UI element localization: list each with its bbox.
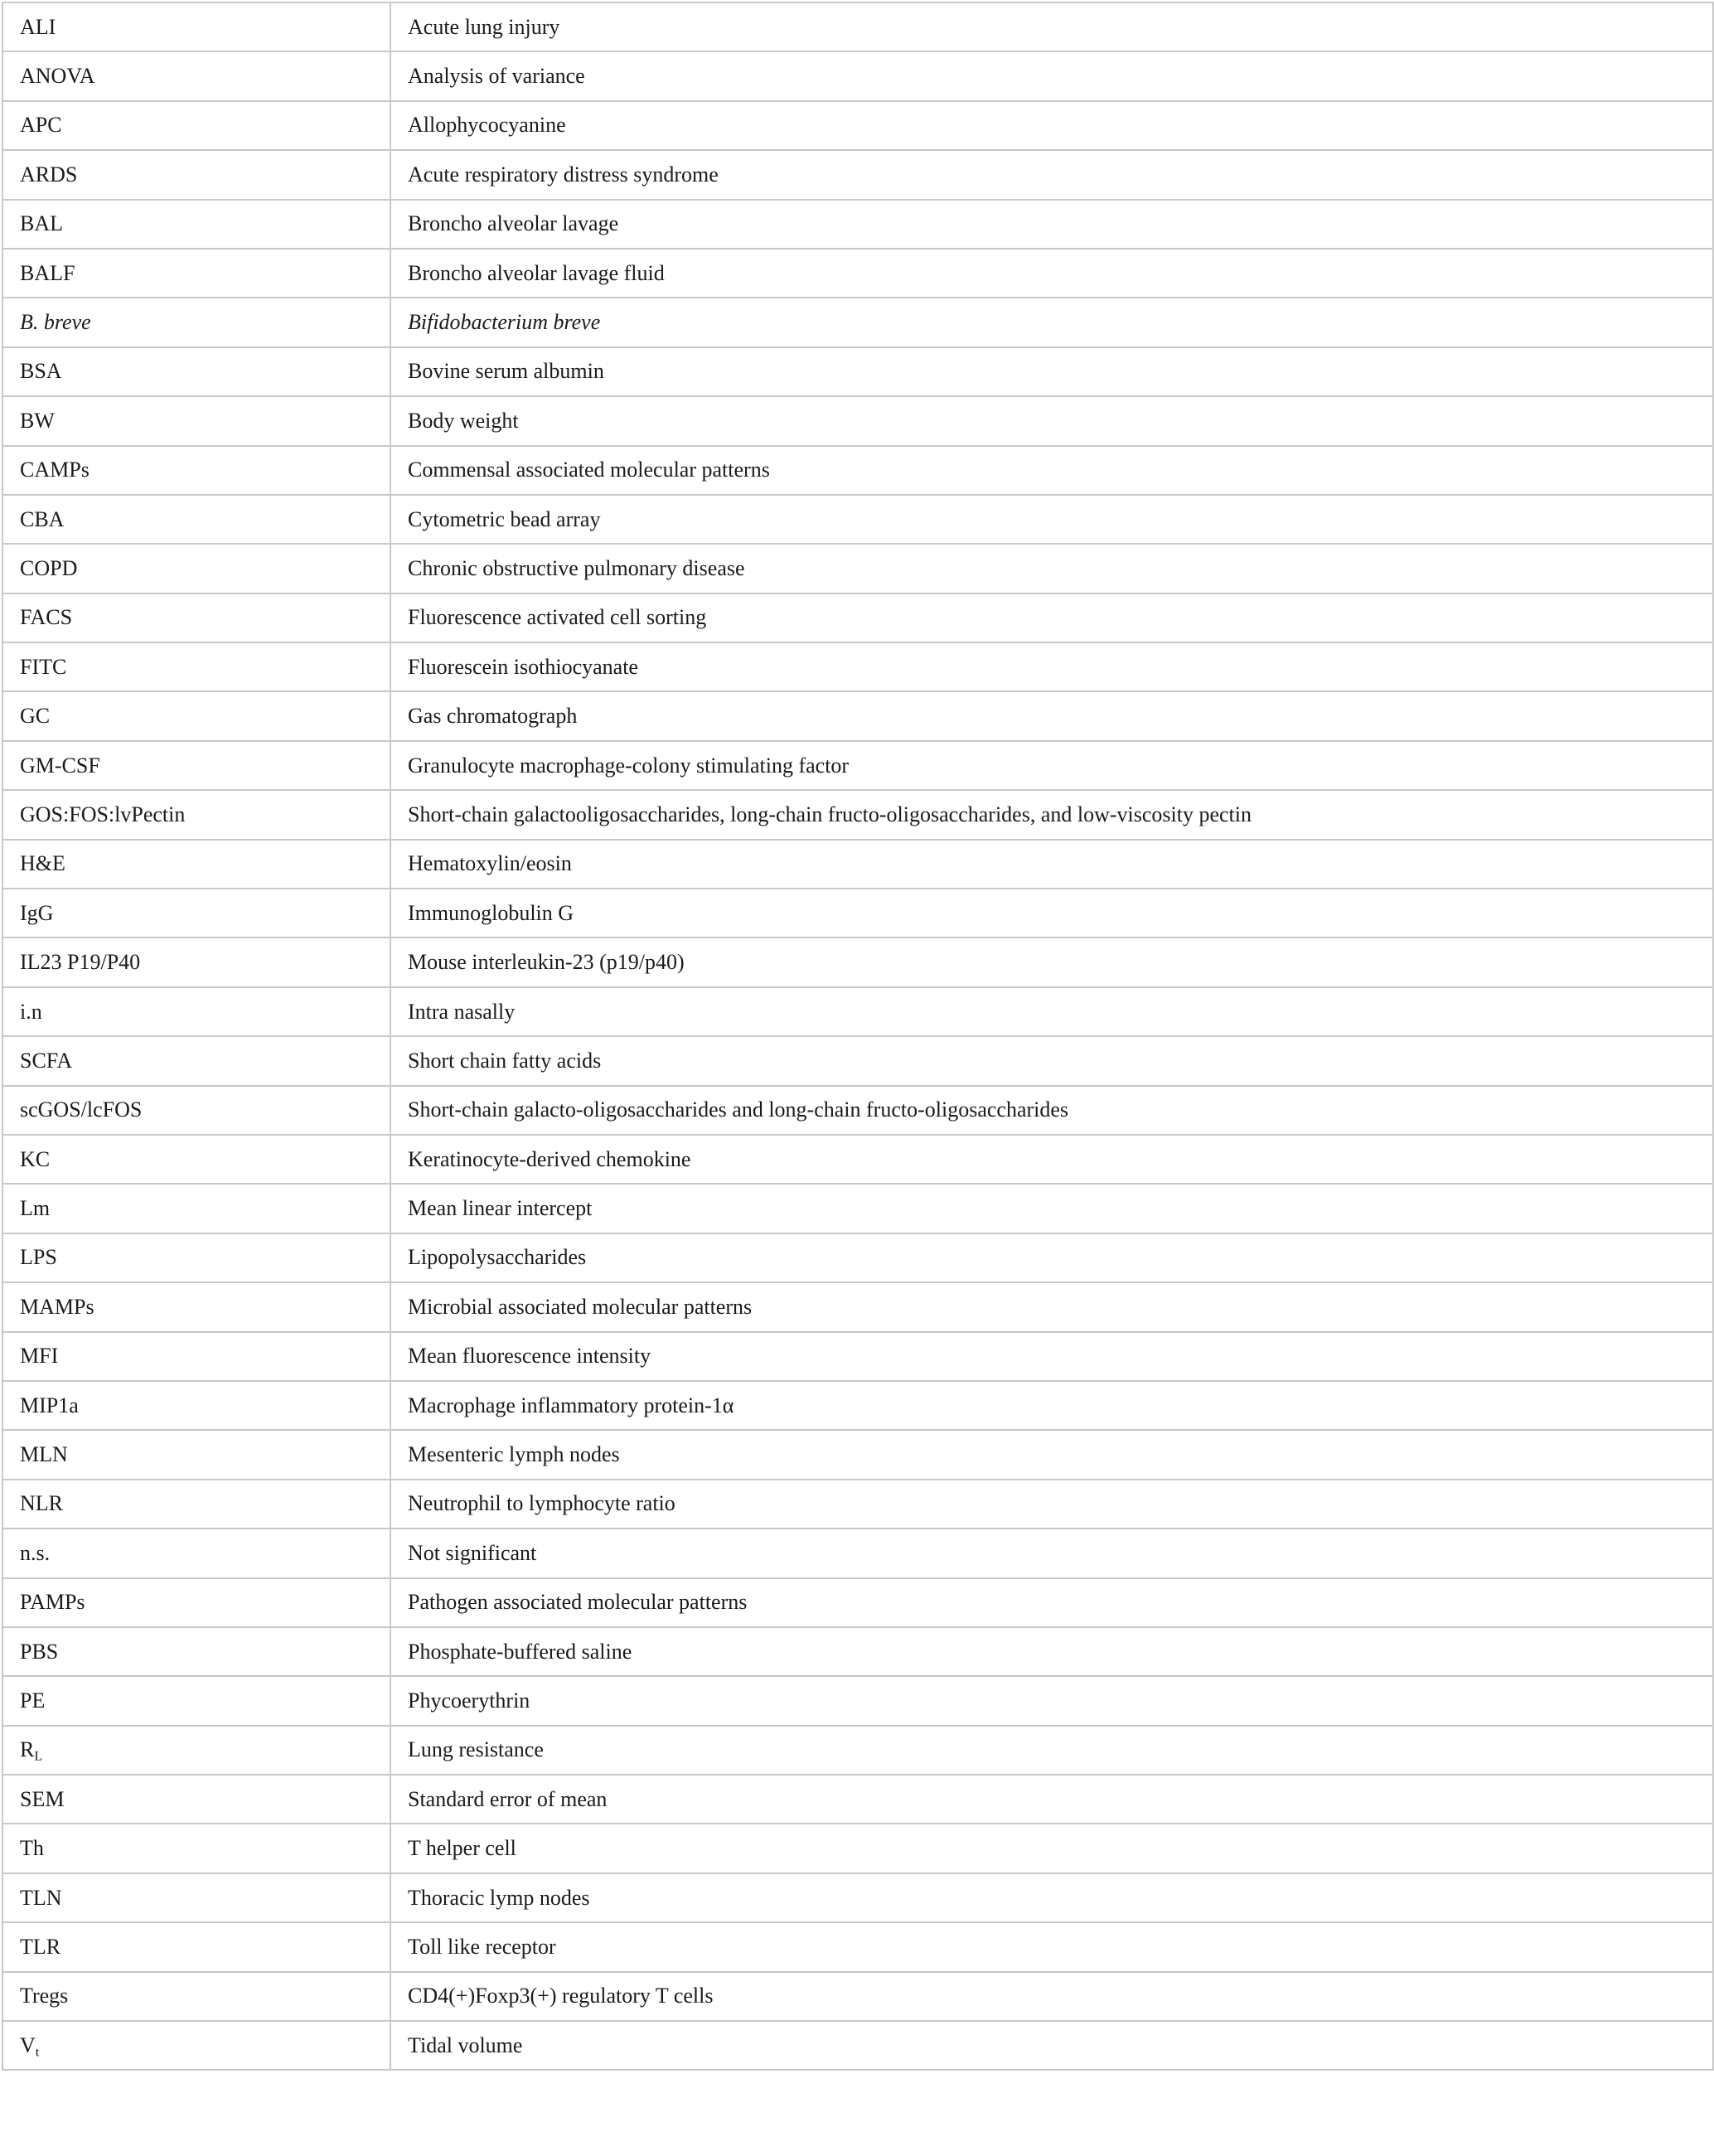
abbreviation-cell [2,1036,390,1085]
abbreviation-text: PAMPs [20,1590,85,1615]
definition-text: Fluorescence activated cell sorting [408,605,707,630]
definition-text: Phycoerythrin [408,1688,530,1713]
table-row [2,1381,1713,1430]
abbreviation-cell [2,1824,390,1873]
table-row [2,741,1713,790]
abbreviations-table-body [2,2,1713,2070]
abbreviation-text: NLR [20,1491,63,1516]
abbreviation-cell [2,1726,390,1775]
table-row [2,1922,1713,1971]
abbreviation-cell [2,1086,390,1135]
abbreviation-text: BW [20,408,55,433]
abbreviation-text: IgG [20,900,54,925]
abbreviation-cell [2,101,390,150]
table-row [2,2,1713,51]
definition-text: Mouse interleukin-23 (p19/p40) [408,950,685,975]
table-row [2,1086,1713,1135]
definition-cell [390,1430,1713,1479]
definition-cell [390,1676,1713,1725]
abbreviation-cell [2,1381,390,1430]
abbreviation-cell [2,1135,390,1184]
abbreviation-text: n.s. [20,1540,51,1565]
abbreviation-text: MAMPs [20,1294,94,1319]
abbreviation-text: LPS [20,1245,57,1270]
abbreviation-text: TLN [20,1885,62,1910]
definition-cell [390,937,1713,986]
definition-text: Gas chromatograph [408,704,578,729]
abbreviation-text: scGOS/lcFOS [20,1097,143,1122]
table-row [2,544,1713,593]
definition-cell [390,2021,1713,2070]
definition-text: Granulocyte macrophage-colony stimulating factor [408,753,850,778]
abbreviation-cell [2,642,390,691]
abbreviation-subscript: L [34,1749,43,1764]
definition-text: Keratinocyte-derived chemokine [408,1146,691,1171]
table-row [2,1332,1713,1381]
definition-cell [390,1578,1713,1627]
definition-text: Short-chain galactooligosaccharides, long-chain fructo-oligosaccharides, and low-viscosity pectin [408,802,1252,826]
abbreviation-cell [2,1676,390,1725]
abbreviation-text: FITC [20,654,67,679]
definition-cell [390,642,1713,691]
definition-text: Fluorescein isothiocyanate [408,654,638,679]
abbreviation-text: APC [20,113,62,138]
definition-cell [390,790,1713,839]
definition-cell [390,1922,1713,1971]
table-row [2,642,1713,691]
table-row [2,987,1713,1036]
abbreviation-text: MIP1a [20,1393,79,1417]
table-row [2,1529,1713,1577]
definition-cell [390,987,1713,1036]
definition-cell [390,150,1713,199]
abbreviation-cell [2,937,390,986]
table-row [2,1824,1713,1873]
abbreviation-cell [2,1233,390,1282]
definition-text: Bovine serum albumin [408,359,604,384]
abbreviation-text: BAL [20,211,63,236]
abbreviation-cell [2,741,390,790]
definition-cell [390,1381,1713,1430]
definition-cell [390,741,1713,790]
definition-text: CD4(+)Foxp3(+) regulatory T cells [408,1984,714,2008]
definition-text: Not significant [408,1540,537,1565]
table-row [2,1282,1713,1331]
table-row [2,495,1713,544]
abbreviation-subscript: t [35,2045,40,2060]
definition-cell [390,446,1713,495]
definition-cell [390,249,1713,298]
table-row [2,298,1713,346]
definition-text: Chronic obstructive pulmonary disease [408,555,745,580]
table-row [2,1627,1713,1676]
definition-text: Standard error of mean [408,1786,608,1811]
abbreviation-text: GC [20,704,51,729]
table-row [2,1036,1713,1085]
definition-text: Microbial associated molecular patterns [408,1294,753,1319]
definition-cell [390,298,1713,346]
definition-cell [390,1184,1713,1233]
abbreviation-text: ANOVA [20,64,95,89]
definition-text: Cytometric bead array [408,506,601,531]
abbreviation-cell [2,1775,390,1824]
definition-text: Broncho alveolar lavage [408,211,619,236]
abbreviation-cell [2,840,390,889]
table-row [2,200,1713,249]
abbreviation-text: KC [20,1146,51,1171]
abbreviation-text: GM-CSF [20,753,100,778]
definition-cell [390,1529,1713,1577]
abbreviation-text: BSA [20,359,62,384]
table-row [2,1676,1713,1725]
definition-text: Bifidobacterium breve [408,310,601,335]
abbreviation-cell [2,1578,390,1627]
definition-cell [390,1036,1713,1085]
definition-cell [390,691,1713,740]
definition-text: Analysis of variance [408,64,585,89]
definition-cell [390,1873,1713,1922]
definition-cell [390,51,1713,100]
abbreviation-text: PBS [20,1639,59,1664]
abbreviation-cell [2,1529,390,1577]
table-row [2,1873,1713,1922]
table-row [2,51,1713,100]
definition-cell [390,1282,1713,1331]
definition-cell [390,1972,1713,2021]
abbreviation-text: BALF [20,260,75,285]
definition-cell [390,1627,1713,1676]
abbreviation-cell [2,544,390,593]
abbreviation-text: COPD [20,555,78,580]
abbreviation-text: CAMPs [20,458,90,482]
abbreviation-text: V [20,2032,36,2057]
abbreviation-cell [2,495,390,544]
abbreviation-cell [2,446,390,495]
abbreviation-cell [2,51,390,100]
definition-cell [390,1824,1713,1873]
definition-text: Phosphate-buffered saline [408,1639,632,1664]
definition-text: Short chain fatty acids [408,1048,602,1073]
definition-cell [390,544,1713,593]
abbreviation-cell [2,691,390,740]
abbreviation-text: Th [20,1836,44,1861]
table-row [2,347,1713,396]
abbreviation-text: MFI [20,1344,59,1369]
definition-cell [390,347,1713,396]
abbreviation-cell [2,200,390,249]
abbreviation-cell [2,1332,390,1381]
definition-cell [390,2,1713,51]
abbreviation-cell [2,1627,390,1676]
abbreviation-text: B. breve [20,310,91,335]
abbreviation-text: ARDS [20,162,78,187]
definition-cell [390,1086,1713,1135]
table-row [2,790,1713,839]
definition-text: Neutrophil to lymphocyte ratio [408,1491,675,1516]
definition-text: Hematoxylin/eosin [408,851,572,876]
definition-text: Thoracic lymp nodes [408,1885,590,1910]
table-row [2,396,1713,445]
table-row [2,101,1713,150]
abbreviation-text: Tregs [20,1984,69,2008]
table-row [2,1184,1713,1233]
abbreviation-text: CBA [20,506,65,531]
table-row [2,937,1713,986]
abbreviation-cell [2,1480,390,1529]
definition-cell [390,101,1713,150]
abbreviation-cell [2,347,390,396]
definition-cell [390,889,1713,937]
abbreviation-cell [2,396,390,445]
table-row [2,1480,1713,1529]
abbreviation-cell [2,2,390,51]
abbreviation-text: SCFA [20,1048,73,1073]
definition-text: Immunoglobulin G [408,900,574,925]
abbreviation-cell [2,298,390,346]
abbreviation-cell [2,1873,390,1922]
table-row [2,889,1713,937]
definition-text: Lung resistance [408,1737,544,1762]
definition-text: Pathogen associated molecular patterns [408,1590,748,1615]
table-row [2,1430,1713,1479]
abbreviation-cell [2,1184,390,1233]
definition-text: Intra nasally [408,999,516,1024]
definition-text: Acute respiratory distress syndrome [408,162,719,187]
table-row [2,1578,1713,1627]
definition-cell [390,1480,1713,1529]
definition-cell [390,840,1713,889]
abbreviation-text: GOS:FOS:lvPectin [20,802,186,826]
definition-text: Body weight [408,408,519,433]
definition-text: Short-chain galacto-oligosaccharides and long-chain fructo-oligosaccharides [408,1097,1069,1122]
definition-text: Mean fluorescence intensity [408,1344,651,1369]
abbreviation-cell [2,790,390,839]
definition-text: Macrophage inflammatory protein-1α [408,1393,734,1417]
table-row [2,691,1713,740]
definition-cell [390,1233,1713,1282]
definition-cell [390,1135,1713,1184]
table-row [2,1135,1713,1184]
abbreviation-text: PE [20,1688,46,1713]
table-row [2,840,1713,889]
abbreviation-cell [2,1430,390,1479]
abbreviation-text: ALI [20,14,56,39]
definition-cell [390,1775,1713,1824]
abbreviation-text: TLR [20,1934,61,1959]
definition-text: Mesenteric lymph nodes [408,1442,620,1467]
definition-text: Broncho alveolar lavage fluid [408,260,665,285]
abbreviation-cell [2,1282,390,1331]
table-row [2,1233,1713,1282]
definition-cell [390,200,1713,249]
abbreviation-cell [2,249,390,298]
table-row [2,150,1713,199]
abbreviation-text: i.n [20,999,42,1024]
definition-cell [390,396,1713,445]
table-row [2,594,1713,642]
abbreviation-cell [2,889,390,937]
definition-text: Toll like receptor [408,1934,556,1959]
definition-text: Lipopolysaccharides [408,1245,587,1270]
abbreviation-cell [2,1972,390,2021]
abbreviation-cell [2,2021,390,2070]
abbreviation-text: FACS [20,605,73,630]
definition-text: Mean linear intercept [408,1196,593,1221]
abbreviation-cell [2,1922,390,1971]
table-row [2,1775,1713,1824]
definition-cell [390,594,1713,642]
abbreviation-cell [2,594,390,642]
abbreviation-cell [2,150,390,199]
table-row [2,2021,1713,2070]
definition-text: Tidal volume [408,2032,523,2057]
abbreviation-cell [2,987,390,1036]
abbreviation-text: IL23 P19/P40 [20,950,141,975]
definition-cell [390,1332,1713,1381]
definition-cell [390,1726,1713,1775]
definition-text: Allophycocyanine [408,113,566,138]
definition-text: T helper cell [408,1836,516,1861]
abbreviation-text: SEM [20,1786,65,1811]
table-row [2,1726,1713,1775]
abbreviations-table [2,2,1714,2071]
table-row [2,1972,1713,2021]
table-row [2,446,1713,495]
definition-cell [390,495,1713,544]
table-row [2,249,1713,298]
abbreviation-text: R [20,1737,35,1762]
definition-text: Acute lung injury [408,14,560,39]
abbreviation-text: Lm [20,1196,51,1221]
definition-text: Commensal associated molecular patterns [408,458,770,482]
abbreviation-text: H&E [20,851,65,876]
abbreviation-text: MLN [20,1442,68,1467]
